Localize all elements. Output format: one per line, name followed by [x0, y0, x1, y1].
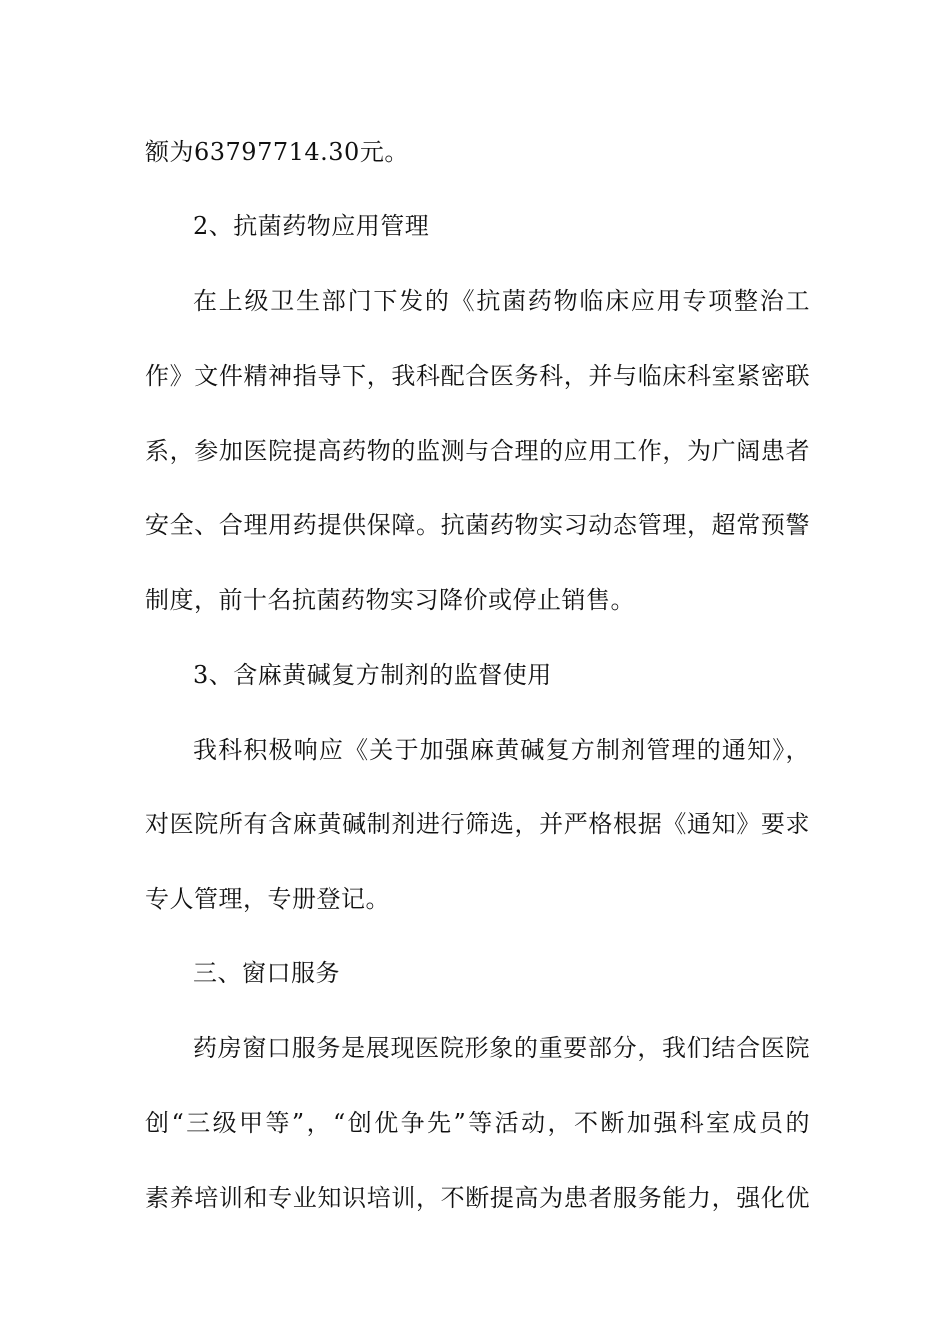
text-line: 素养培训和专业知识培训，不断提高为患者服务能力，强化优 — [145, 1184, 810, 1212]
text-line: 药房窗口服务是展现医院形象的重要部分，我们结合医院 — [193, 1034, 810, 1062]
text-line: 系，参加医院提高药物的监测与合理的应用工作，为广阔患者 — [145, 437, 810, 465]
text-line: 我科积极响应《关于加强麻黄碱复方制剂管理的通知》， — [193, 736, 810, 764]
text-line: 制度，前十名抗菌药物实习降价或停止销售。 — [145, 586, 635, 614]
text-line: 专人管理，专册登记。 — [145, 885, 390, 913]
text-line: 安全、合理用药提供保障。抗菌药物实习动态管理，超常预警 — [145, 511, 810, 539]
section-heading: 三、窗口服务 — [193, 959, 340, 987]
text-line: 额为63797714.30元。 — [145, 138, 409, 166]
section-heading: 3、含麻黄碱复方制剂的监督使用 — [193, 661, 552, 689]
text-line: 对医院所有含麻黄碱制剂进行筛选，并严格根据《通知》要求 — [145, 810, 810, 838]
section-heading: 2、抗菌药物应用管理 — [193, 212, 430, 240]
text-line: 在上级卫生部门下发的《抗菌药物临床应用专项整治工 — [193, 287, 810, 315]
text-line: 作》文件精神指导下，我科配合医务科，并与临床科室紧密联 — [145, 362, 810, 390]
text-line: 创“三级甲等”，“创优争先”等活动，不断加强科室成员的 — [145, 1109, 810, 1137]
